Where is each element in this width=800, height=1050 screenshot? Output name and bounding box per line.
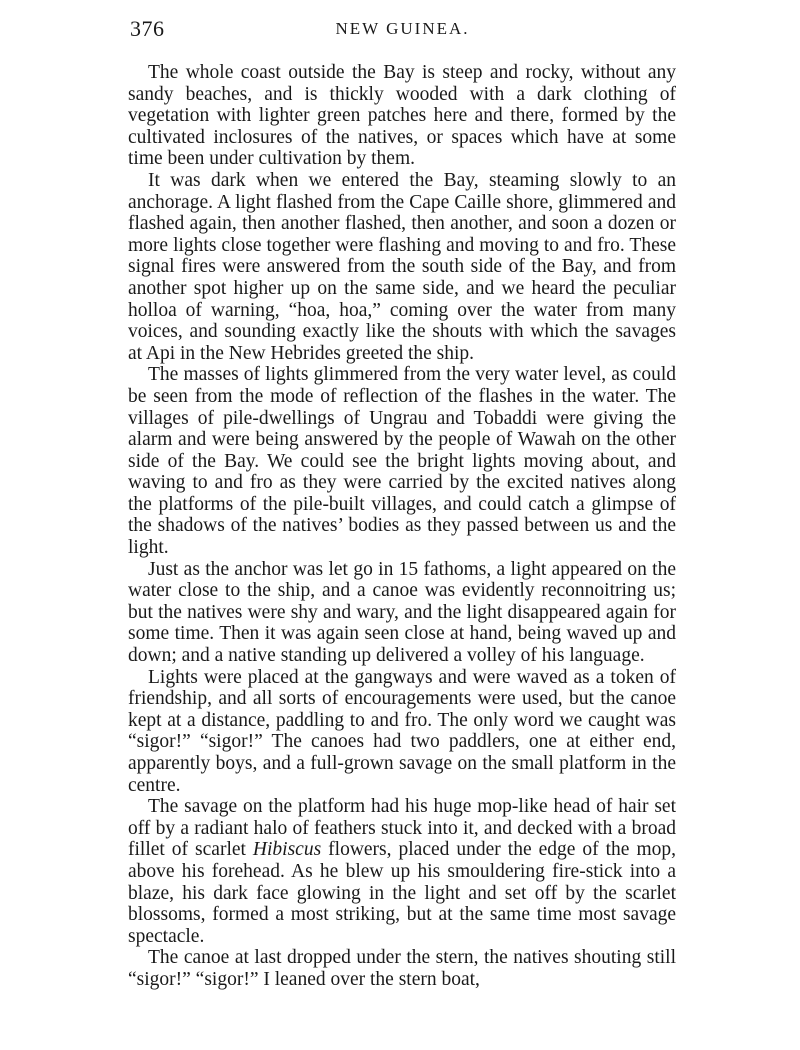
text-span: The savage on the platform had his huge mop-like head of hair set off by a radiant halo of feathers stuck into it, and decked with a broad fillet of scarlet: [128, 796, 676, 861]
running-head: NEW GUINEA.: [335, 19, 470, 38]
paragraph-entering-bay: It was dark when we entered the Bay, steaming slowly to an anchorage. A light flashed from the Cape Caille shore, glimmered and flashed again, then another flashed, then another, and soon a dozen or more lights close together were flashing and moving to and fro. These signal fires were answered from the south side of the Bay, and from another spot higher up on the same side, and we heard the peculiar holloa of warning, “hoa, hoa,” coming over the water from many voices, and sounding exactly like the shouts with which the savages at Api in the New Hebrides greeted the ship.: [128, 169, 676, 364]
page-header: [130, 16, 675, 46]
page-number: 376: [130, 16, 165, 41]
paragraph-coast: The whole coast outside the Bay is steep and rocky, without any sandy beaches, and is thickly wooded with a dark clothing of vegetation with lighter green patches here and there, formed by the cultivated inclosures of the natives, or spaces which have at some time been under cultivation by them.: [128, 62, 676, 170]
paragraph-anchor: Just as the anchor was let go in 15 fathoms, a light appeared on the water close to the ship, and a canoe was evidently reconnoitring us; but the natives were shy and wary, and the light disappeared again for some time. Then it was again seen close at hand, being waved up and down; and a native standing up delivered a volley of his language.: [128, 558, 676, 667]
italic-term: Hibiscus: [252, 839, 322, 861]
paragraph-masses-of-lights: The masses of lights glimmered from the very water level, as could be seen from the mode of reflection of the flashes in the water. The villages of pile-dwellings of Ungrau and Tobaddi were giving the alarm and were being answered by the people of Wawah on the other side of the Bay. We could see the bright lights moving about, and waving to and fro as they were carried by the excited natives along the platforms of the pile-built villages, and could catch a glimpse of the shadows of the natives’ bodies as they passed between us and the light.: [128, 364, 676, 559]
paragraph-canoe-stern: The canoe at last dropped under the stern, the natives shouting still “sigor!” “sigor!” I leaned over the stern boat,: [128, 947, 676, 990]
body-text: [128, 62, 676, 991]
text-span: flowers, placed under the edge of the mop, above his forehead. As he blew up his smouldering fire-stick into a blaze, his dark face glowing in the light and set off by the scarlet blossoms, formed a most striking, but at the same time most savage spectacle.: [128, 839, 676, 947]
paragraph-gangway-lights: Lights were placed at the gangways and were waved as a token of friendship, and all sorts of encouragements were used, but the canoe kept at a distance, paddling to and fro. The only word we caught was “sigor!” “sigor!” The canoes had two paddlers, one at either end, apparently boys, and a full-grown savage on the small platform in the centre.: [128, 666, 676, 796]
paragraph-savage-platform: [128, 796, 676, 947]
